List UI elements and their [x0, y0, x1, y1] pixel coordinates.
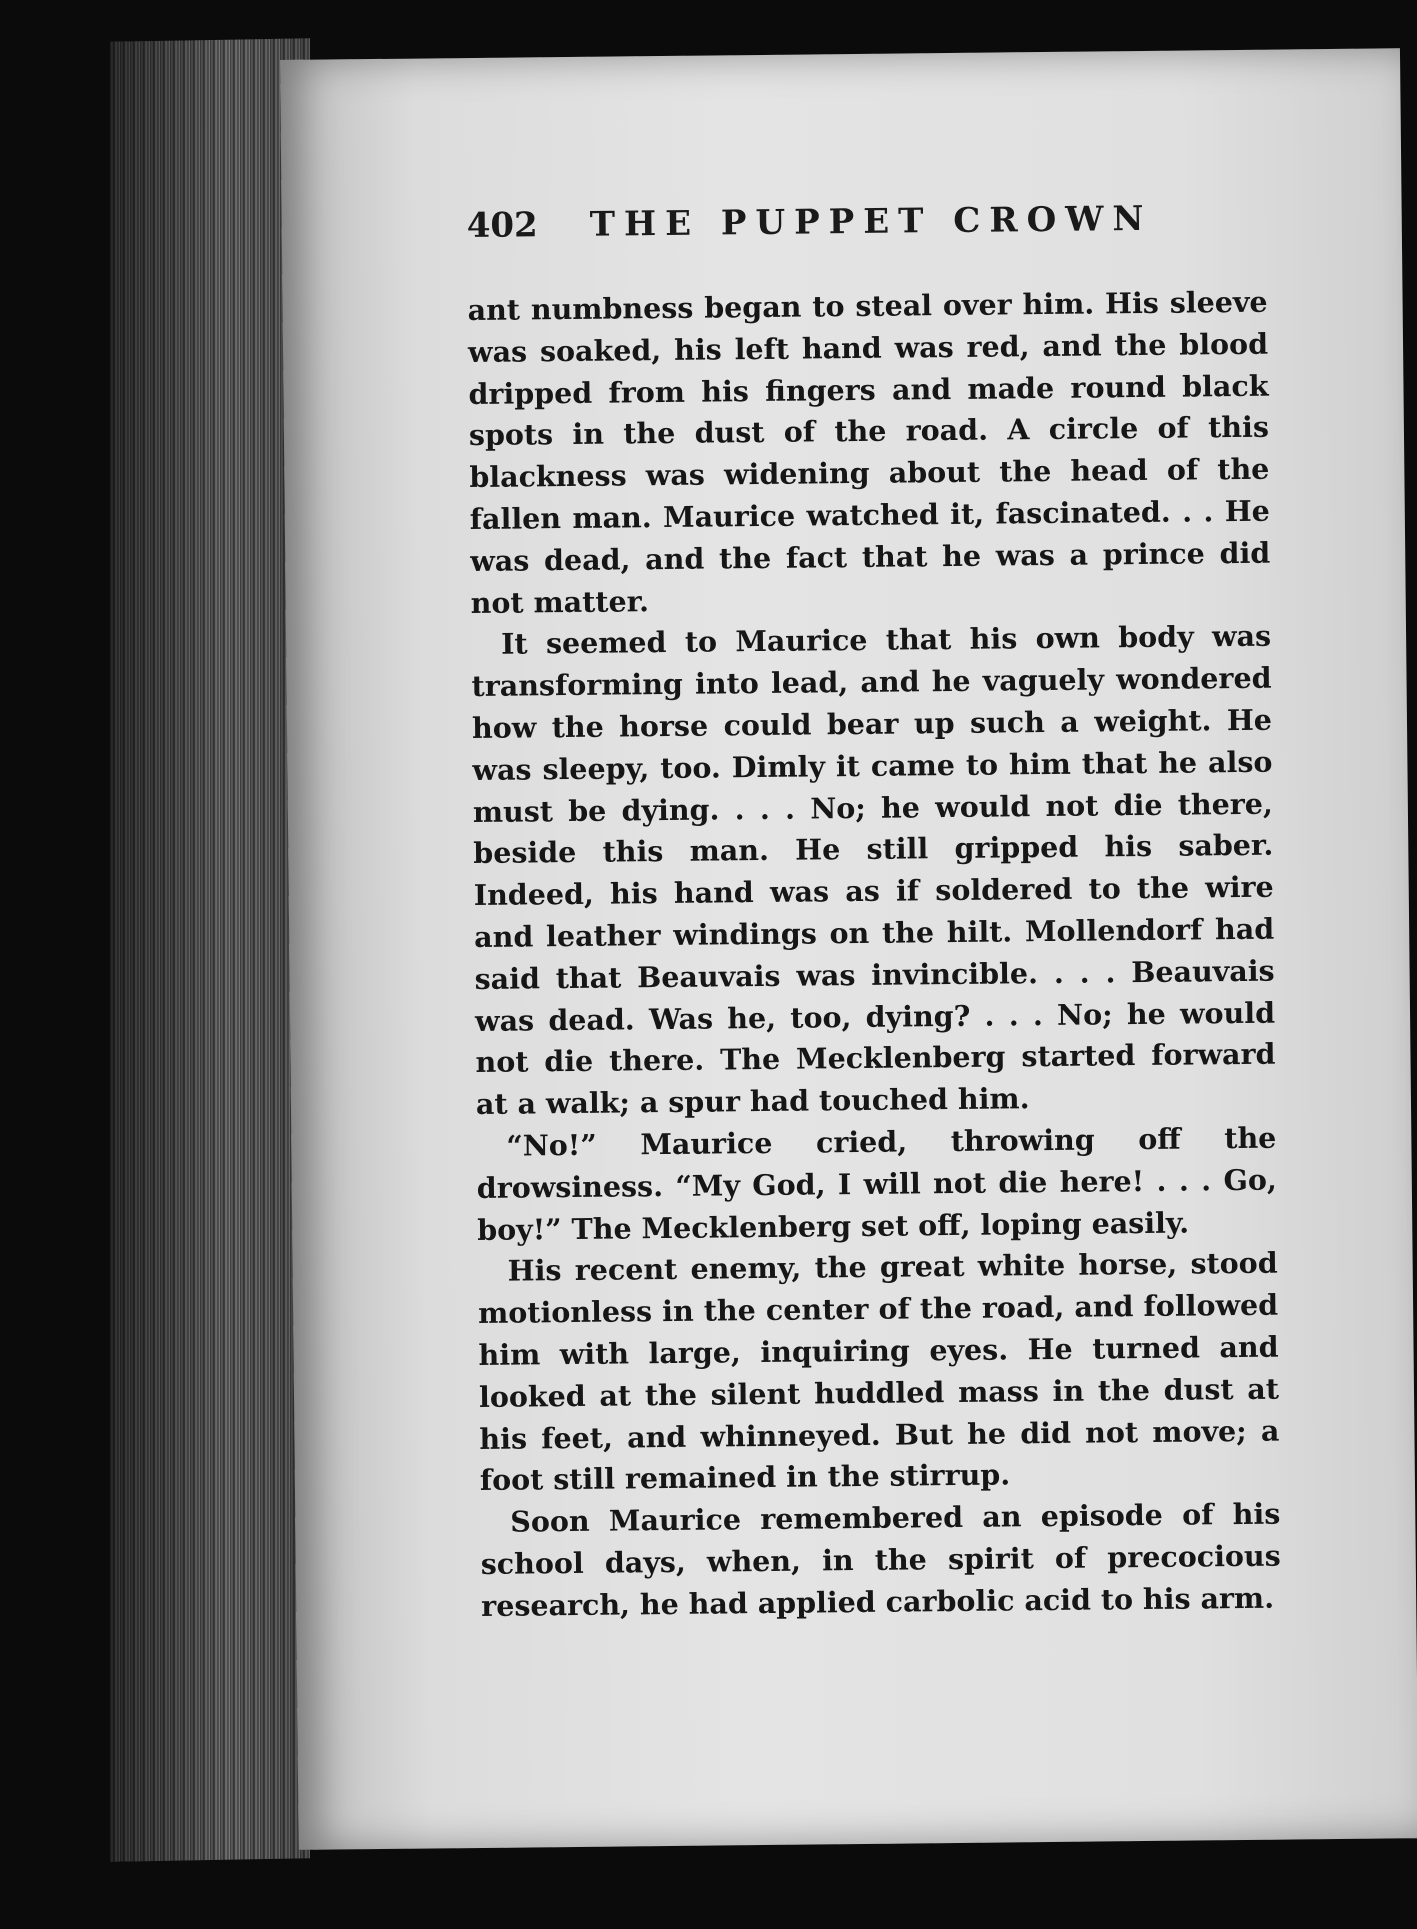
page-header	[467, 198, 1227, 246]
body-text	[467, 282, 1281, 1628]
paragraph: ant numbness began to steal over him. His sleeve was soaked, his left hand was red, and the blood dripped from his fingers and made round black spots in the dust of the road. A circle of this blackness was widening about the head of the fallen man. Maurice watched it, fascinated. . . He was dead, and the fact that he was a prince did not matter.	[467, 284, 1271, 620]
book-page	[280, 48, 1417, 1850]
paragraph: “No!” Maurice cried, throwing off the drowsiness. “My God, I will not die here! . . . Go, boy!” The Mecklenberg set off, loping easily.	[476, 1120, 1277, 1247]
running-title: THE PUPPET CROWN	[589, 198, 1153, 245]
page-edges	[110, 38, 310, 1861]
paragraph: It seemed to Maurice that his own body was transforming into lead, and he vaguely wondered how the horse could bear up such a weight. He was sleepy, too. Dimly it came to him that he also must be dying. . . . No; he would not die there, beside this man. He still gripped his saber. Indeed, his hand was as if soldered to the wire and leather windings on the hilt. Mollendorf had said that Beauvais was invincible. . . . Beauvais was dead. Was he, too, dying? . . . No; he would not die there. The Mecklenberg started forward at a walk; a spur had touched him.	[471, 619, 1276, 1122]
paragraph: His recent enemy, the great white horse, stood motionless in the center of the road, and followed him with large, inquiring eyes. He turned and looked at the silent huddled mass in the dust at his feet, and whinneyed. But he did not move; a foot still remained in the stirrup.	[477, 1245, 1280, 1498]
paragraph: Soon Maurice remembered an episode of his school days, when, in the spirit of precocious research, he had applied carbolic acid to his arm.	[480, 1496, 1281, 1623]
page-number: 402	[466, 205, 538, 247]
